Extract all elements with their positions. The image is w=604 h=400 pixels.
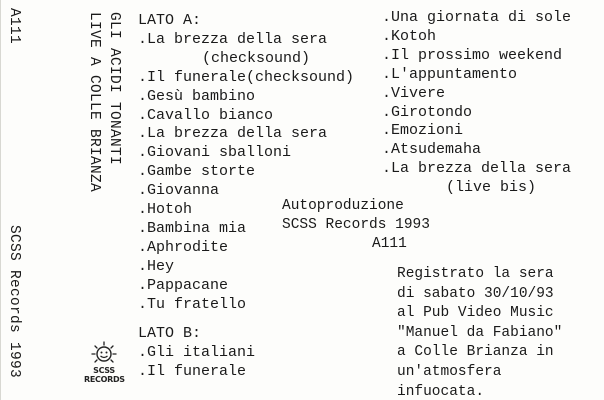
track-item: .Kotoh — [382, 27, 437, 45]
spine-catalog-number: A111 — [6, 8, 22, 45]
track-item: .Gesù bambino — [138, 87, 256, 105]
side-a-tracklist — [138, 12, 354, 315]
scss-records-logo — [84, 340, 124, 390]
production-line: Autoproduzione — [282, 198, 404, 214]
note-line: infuocata. — [397, 383, 485, 400]
catalog-code: A111 — [372, 236, 407, 252]
note-line: a Colle Brianza in — [397, 344, 554, 361]
track-item: .Il prossimo weekend — [382, 46, 563, 64]
track-item: .Atsudemaha — [382, 141, 482, 159]
track-item: .Gambe storte — [138, 163, 256, 181]
side-b-header: LATO B: — [138, 325, 202, 342]
track-item: .La brezza della sera — [382, 160, 572, 178]
fold-line — [0, 0, 1, 400]
track-item: .Bambina mia — [138, 219, 247, 237]
track-item: .Giovani sballoni — [138, 144, 292, 162]
production-credits — [282, 197, 430, 254]
spine-album-title: LIVE A COLLE BRIANZA — [86, 12, 102, 193]
logo-text-scss: SCSS — [93, 366, 115, 375]
track-item: .Cavallo bianco — [138, 106, 274, 124]
track-item: .Pappacane — [138, 276, 229, 294]
track-item: .Aphrodite — [138, 238, 229, 256]
track-item: .Vivere — [382, 84, 446, 102]
sun-face-icon — [84, 340, 124, 368]
note-line: al Pub Video Music — [397, 305, 554, 322]
note-line: Registrato la sera — [397, 266, 554, 282]
logo-text-records: RECORDS — [84, 375, 125, 384]
spine-label-year: SCSS Records 1993 — [6, 225, 22, 379]
track-item: .Giovanna — [138, 182, 220, 200]
note-line: "Manuel da Fabiano" — [397, 324, 563, 341]
note-line: un'atmosfera — [397, 363, 502, 380]
track-item: .Hotoh — [138, 201, 193, 219]
track-item: .La brezza della sera — [138, 125, 328, 143]
track-item: .Una giornata di sole — [382, 9, 572, 26]
logo-lettering — [84, 366, 124, 384]
note-line: di sabato 30/10/93 — [397, 285, 554, 302]
track-item: .Il funerale(checksound) — [138, 68, 355, 86]
recording-note — [397, 265, 562, 400]
side-b-tracklist-continued — [382, 9, 571, 198]
side-a-header: LATO A: — [138, 12, 202, 29]
spine-band-name: GLI ACIDI TONANTI — [106, 12, 122, 166]
side-b-tracklist — [138, 325, 255, 382]
track-item: .Gli italiani — [138, 343, 256, 361]
track-item: .L'appuntamento — [382, 65, 518, 83]
production-line: SCSS Records 1993 — [282, 217, 430, 233]
track-item: .Tu fratello — [138, 295, 247, 313]
track-item-note: (checksound) — [202, 49, 311, 67]
track-item: .Girotondo — [382, 103, 473, 121]
track-item: .Emozioni — [382, 122, 464, 140]
track-item: .La brezza della sera — [138, 30, 328, 48]
track-item: .Hey — [138, 257, 175, 275]
track-item-note: (live bis) — [446, 179, 537, 197]
track-item: .Il funerale — [138, 362, 247, 380]
